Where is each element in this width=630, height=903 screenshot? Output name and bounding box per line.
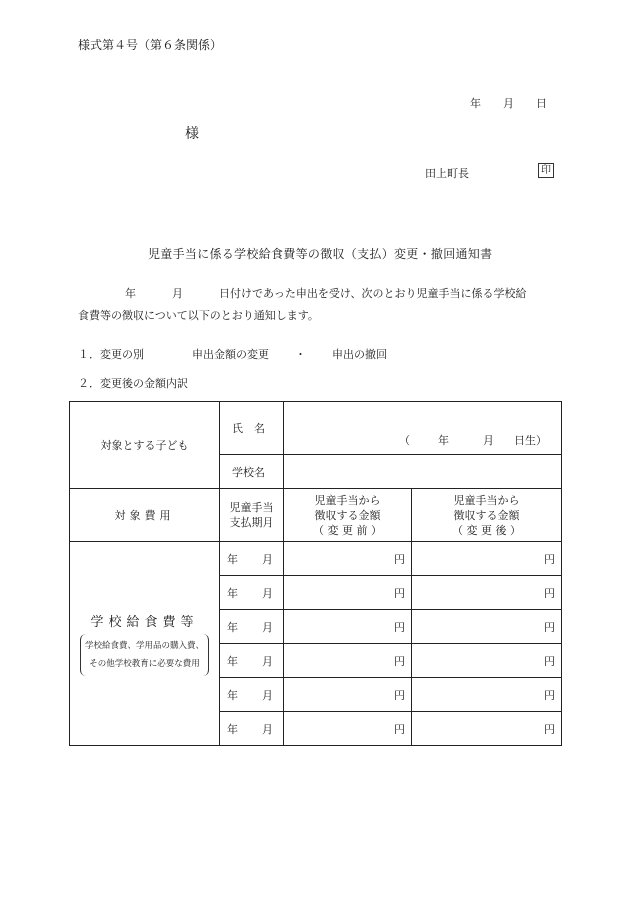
- body-line-2: 食費等の徴収について以下のとおり通知します。: [78, 309, 319, 322]
- row-year: 年: [227, 552, 238, 566]
- row-year: 年: [227, 654, 238, 668]
- row-year: 年: [227, 722, 238, 736]
- before-header-line-3: （ 変 更 前 ）: [313, 523, 382, 537]
- row-month: 月: [262, 586, 273, 600]
- row-month: 月: [262, 688, 273, 702]
- row-month: 月: [262, 552, 273, 566]
- document-title: 児童手当に係る学校給食費等の徴収（支払）変更・撤回通知書: [148, 247, 493, 261]
- date-day: 日: [536, 97, 547, 110]
- pay-month-cell[interactable]: [220, 644, 284, 678]
- row-year: 年: [227, 620, 238, 634]
- school-meal-cell: [70, 542, 220, 746]
- date-line: [470, 95, 547, 111]
- birth-day: 日生）: [514, 434, 547, 447]
- option-amount-change: 申出金額の変更: [192, 348, 269, 361]
- name-field[interactable]: [284, 402, 562, 455]
- birth-month: 月: [483, 434, 494, 447]
- pay-month-header: [220, 489, 284, 542]
- before-amount-cell[interactable]: 円: [284, 678, 412, 712]
- school-name-field[interactable]: [284, 455, 562, 489]
- after-amount-cell[interactable]: 円: [412, 678, 562, 712]
- before-header-line-1: 児童手当から: [314, 493, 381, 507]
- after-amount-cell[interactable]: 円: [412, 542, 562, 576]
- before-amount-cell[interactable]: 円: [284, 542, 412, 576]
- amount-table: [69, 401, 562, 746]
- cost-header: 対象費用: [70, 489, 220, 542]
- sender-name: 田上町長: [425, 167, 469, 180]
- after-amount-cell[interactable]: 円: [412, 644, 562, 678]
- pay-month-header-line-2: 支払期月: [229, 516, 274, 529]
- name-label: 氏 名: [220, 402, 284, 455]
- before-amount-cell[interactable]: 円: [284, 644, 412, 678]
- after-amount-header: [412, 489, 562, 542]
- row-month: 月: [262, 654, 273, 668]
- before-header-line-2: 徴収する金額: [314, 508, 381, 522]
- before-amount-cell[interactable]: 円: [284, 712, 412, 746]
- amount-breakdown-label: ２．変更後の金額内訳: [78, 377, 188, 390]
- date-month: 月: [503, 97, 514, 110]
- pay-month-cell[interactable]: [220, 542, 284, 576]
- after-header-line-2: 徴収する金額: [453, 508, 520, 522]
- body-year: 年: [125, 287, 136, 300]
- form-number: 様式第４号（第６条関係）: [78, 38, 223, 52]
- body-month: 月: [172, 287, 183, 300]
- school-meal-note: [80, 634, 209, 676]
- row-month: 月: [262, 722, 273, 736]
- row-year: 年: [227, 688, 238, 702]
- after-amount-cell[interactable]: 円: [412, 712, 562, 746]
- after-header-line-1: 児童手当から: [453, 493, 520, 507]
- school-name-label: 学校名: [220, 455, 284, 489]
- pay-month-cell[interactable]: [220, 678, 284, 712]
- row-month: 月: [262, 620, 273, 634]
- date-year: 年: [470, 97, 481, 110]
- birth-year: 年: [438, 434, 449, 447]
- school-meal-note-line-2: その他学校教育に必要な費用: [89, 659, 200, 669]
- before-amount-cell[interactable]: 円: [284, 610, 412, 644]
- change-type-row: [78, 346, 387, 362]
- option-withdrawal: 申出の撤回: [332, 348, 387, 361]
- body-line-1-rest: 日付けであった申出を受け、次のとおり児童手当に係る学校給: [219, 287, 527, 300]
- before-amount-cell[interactable]: 円: [284, 576, 412, 610]
- school-meal-note-line-1: 学校給食費、学用品の購入費、: [84, 641, 204, 651]
- after-header-line-3: （ 変 更 後 ）: [452, 523, 521, 537]
- pay-month-cell[interactable]: [220, 576, 284, 610]
- birth-open: （: [399, 434, 410, 447]
- table-row: [70, 542, 562, 576]
- option-separator: ・: [295, 348, 306, 361]
- seal-mark: 印: [538, 163, 554, 178]
- change-type-label: １．変更の別: [78, 348, 144, 361]
- pay-month-header-line-1: 児童手当: [229, 501, 274, 514]
- addressee-suffix: 様: [185, 126, 199, 142]
- row-year: 年: [227, 586, 238, 600]
- before-amount-header: [284, 489, 412, 542]
- target-child-label: 対象とする子ども: [70, 402, 220, 489]
- after-amount-cell[interactable]: 円: [412, 576, 562, 610]
- pay-month-cell[interactable]: [220, 610, 284, 644]
- school-meal-label: 学校給食費等: [90, 615, 199, 630]
- pay-month-cell[interactable]: [220, 712, 284, 746]
- body-line-1: [125, 285, 526, 301]
- after-amount-cell[interactable]: 円: [412, 610, 562, 644]
